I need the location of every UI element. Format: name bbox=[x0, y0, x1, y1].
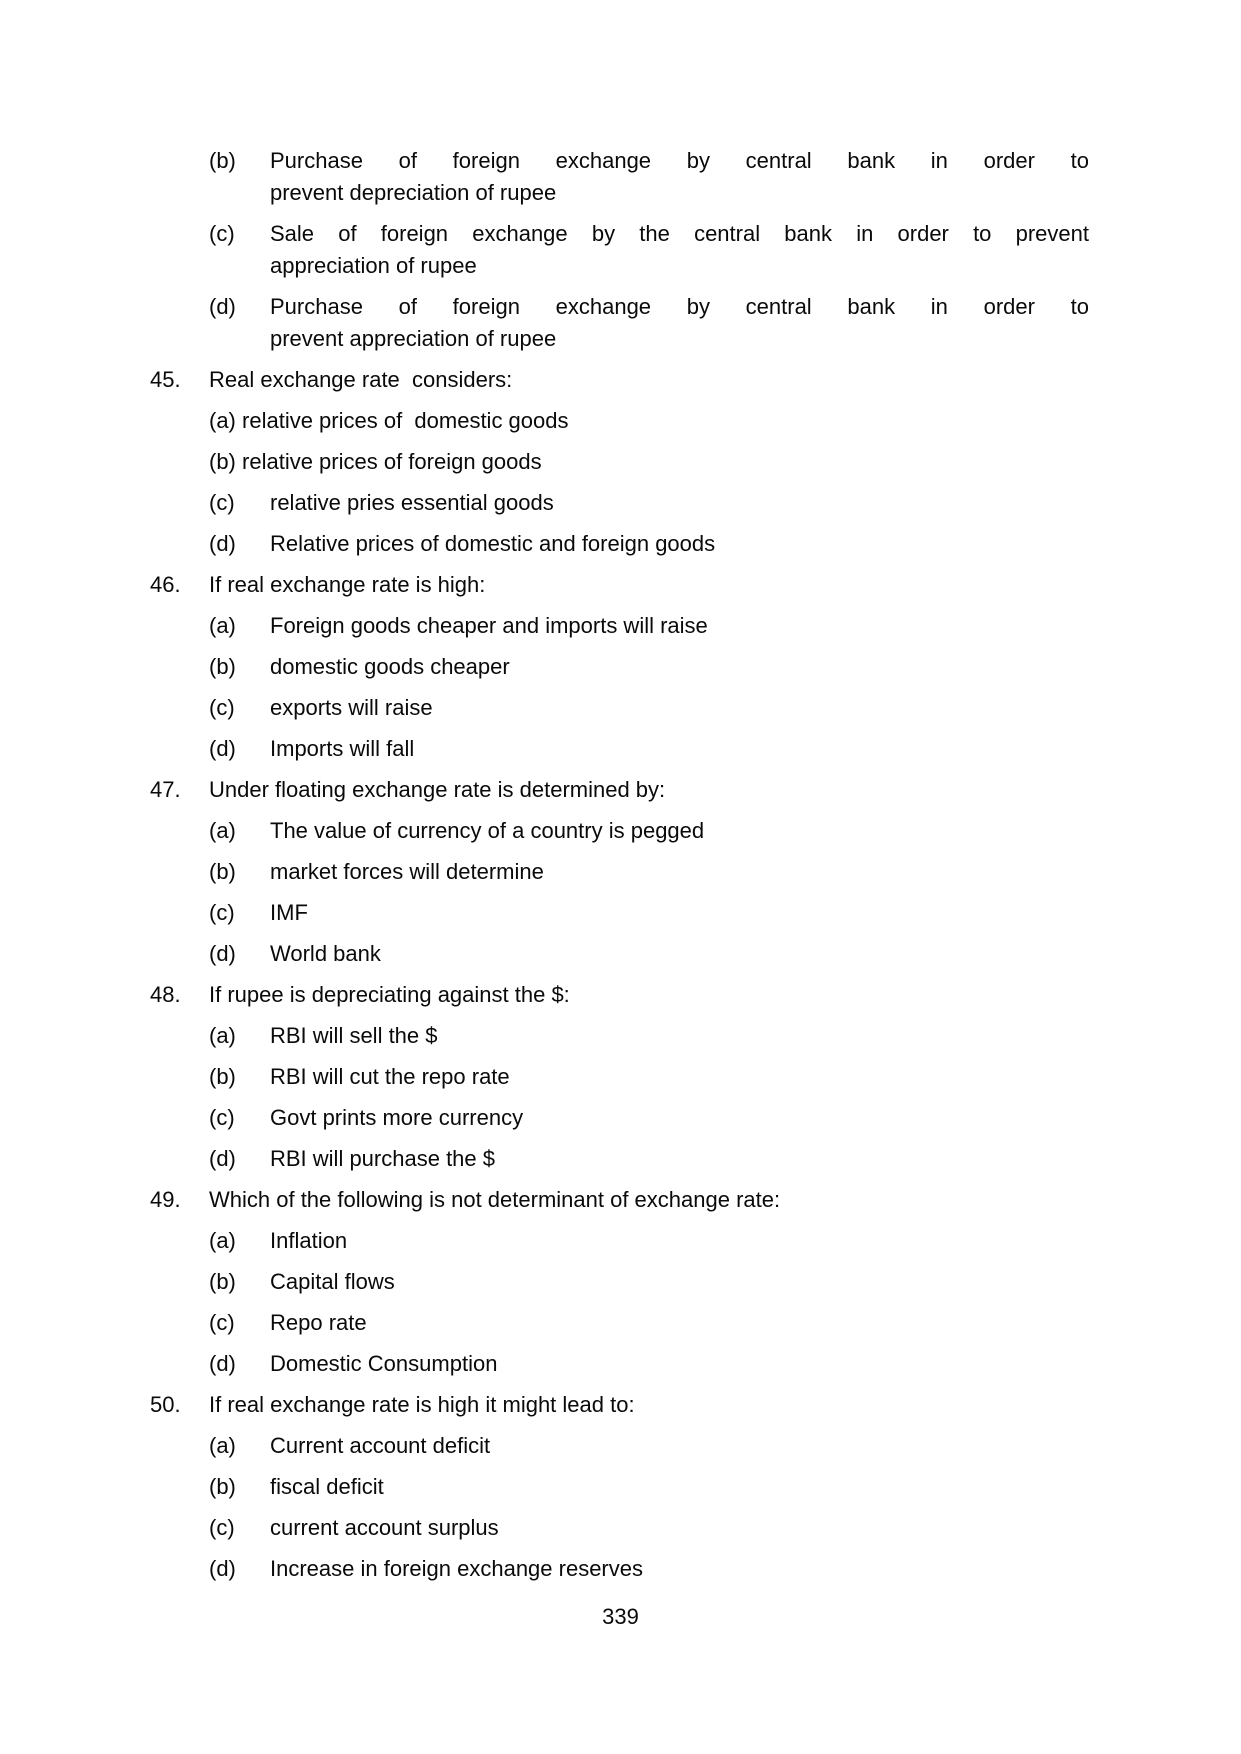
option-line: The value of currency of a country is pegged bbox=[270, 818, 705, 843]
option-row bbox=[209, 610, 1241, 642]
option-row bbox=[209, 1225, 1241, 1257]
option-line: Foreign goods cheaper and imports will raise bbox=[270, 613, 708, 638]
question-row bbox=[150, 774, 1241, 806]
question-row bbox=[150, 364, 1241, 396]
option-label: (c) bbox=[209, 695, 235, 720]
option-label: (a) bbox=[209, 1228, 236, 1253]
option-row bbox=[209, 733, 1241, 765]
question-number: 49. bbox=[150, 1187, 181, 1212]
option-text bbox=[270, 1553, 1089, 1585]
option-label: (b) bbox=[209, 1269, 236, 1294]
option-text bbox=[270, 1430, 1089, 1462]
option-label: (c) bbox=[209, 1105, 235, 1130]
question-number: 45. bbox=[150, 367, 181, 392]
option-label: (b) bbox=[209, 148, 236, 173]
option-text bbox=[270, 1512, 1089, 1544]
option-line: IMF bbox=[270, 900, 308, 925]
option-text bbox=[270, 651, 1089, 683]
option-text bbox=[270, 1348, 1089, 1380]
option-line: Purchase of foreign exchange by central bank in order to bbox=[270, 294, 1089, 319]
option-line: Sale of foreign exchange by the central bank in order to prevent bbox=[270, 221, 1089, 246]
option-label: (c) bbox=[209, 1310, 235, 1335]
question-stem: If real exchange rate is high: bbox=[209, 572, 486, 597]
question-stem: Under floating exchange rate is determined by: bbox=[209, 777, 666, 802]
option-row bbox=[209, 651, 1241, 683]
option-line: appreciation of rupee bbox=[270, 253, 477, 278]
option-row bbox=[209, 1430, 1241, 1462]
option-text bbox=[270, 1471, 1089, 1503]
option-row bbox=[209, 897, 1241, 929]
option-row bbox=[209, 218, 1241, 282]
option-line: fiscal deficit bbox=[270, 1474, 384, 1499]
option-text bbox=[270, 1307, 1089, 1339]
option-row bbox=[209, 405, 1241, 437]
option-label: (b) bbox=[209, 1064, 236, 1089]
option-text: relative prices of domestic goods bbox=[242, 408, 569, 433]
option-label: (d) bbox=[209, 1146, 236, 1171]
option-label: (d) bbox=[209, 531, 236, 556]
option-label: (a) bbox=[209, 818, 236, 843]
option-row bbox=[209, 1512, 1241, 1544]
option-text bbox=[270, 1020, 1089, 1052]
question-row bbox=[150, 1389, 1241, 1421]
option-line: Purchase of foreign exchange by central bank in order to bbox=[270, 148, 1089, 173]
option-row bbox=[209, 1061, 1241, 1093]
option-text bbox=[270, 1061, 1089, 1093]
option-label: (c) bbox=[209, 221, 235, 246]
option-text bbox=[270, 528, 1089, 560]
option-label: (d) bbox=[209, 1351, 236, 1376]
option-row bbox=[209, 1020, 1241, 1052]
option-row bbox=[209, 1553, 1241, 1585]
question-number: 48. bbox=[150, 982, 181, 1007]
option-row bbox=[209, 1471, 1241, 1503]
option-line: World bank bbox=[270, 941, 381, 966]
option-text bbox=[270, 145, 1089, 209]
option-row bbox=[209, 856, 1241, 888]
question-row bbox=[150, 569, 1241, 601]
option-label: (b) bbox=[209, 654, 236, 679]
option-row bbox=[209, 1102, 1241, 1134]
question-stem: Which of the following is not determinant of exchange rate: bbox=[209, 1187, 781, 1212]
question-number: 46. bbox=[150, 572, 181, 597]
question-row bbox=[150, 1184, 1241, 1216]
option-label: (d) bbox=[209, 1556, 236, 1581]
option-text: relative prices of foreign goods bbox=[242, 449, 542, 474]
option-row bbox=[209, 528, 1241, 560]
option-label: (d) bbox=[209, 736, 236, 761]
option-text bbox=[270, 487, 1089, 519]
option-label: (a) bbox=[209, 408, 236, 433]
option-text bbox=[270, 938, 1089, 970]
option-line: RBI will sell the $ bbox=[270, 1023, 438, 1048]
option-text bbox=[270, 815, 1089, 847]
option-line: Capital flows bbox=[270, 1269, 395, 1294]
option-text bbox=[270, 1225, 1089, 1257]
question-stem: Real exchange rate considers: bbox=[209, 367, 513, 392]
option-text bbox=[270, 856, 1089, 888]
option-row bbox=[209, 692, 1241, 724]
option-label: (c) bbox=[209, 1515, 235, 1540]
option-line: prevent appreciation of rupee bbox=[270, 326, 557, 351]
option-line: current account surplus bbox=[270, 1515, 499, 1540]
option-line: prevent depreciation of rupee bbox=[270, 180, 557, 205]
option-text bbox=[270, 733, 1089, 765]
option-row bbox=[209, 291, 1241, 355]
option-line: RBI will cut the repo rate bbox=[270, 1064, 510, 1089]
option-line: Repo rate bbox=[270, 1310, 367, 1335]
option-label: (b) bbox=[209, 449, 236, 474]
option-line: Relative prices of domestic and foreign goods bbox=[270, 531, 716, 556]
option-row bbox=[209, 1266, 1241, 1298]
option-text bbox=[270, 1102, 1089, 1134]
option-text bbox=[270, 692, 1089, 724]
question-number: 47. bbox=[150, 777, 181, 802]
option-text bbox=[270, 897, 1089, 929]
page-number: 339 bbox=[602, 1604, 639, 1629]
option-label: (d) bbox=[209, 941, 236, 966]
option-line: Increase in foreign exchange reserves bbox=[270, 1556, 643, 1581]
option-row bbox=[209, 938, 1241, 970]
option-row bbox=[209, 446, 1241, 478]
option-line: market forces will determine bbox=[270, 859, 544, 884]
option-line: Govt prints more currency bbox=[270, 1105, 524, 1130]
option-row bbox=[209, 487, 1241, 519]
option-label: (a) bbox=[209, 1023, 236, 1048]
option-text bbox=[270, 610, 1089, 642]
option-line: domestic goods cheaper bbox=[270, 654, 510, 679]
question-number: 50. bbox=[150, 1392, 181, 1417]
option-label: (c) bbox=[209, 900, 235, 925]
option-line: Domestic Consumption bbox=[270, 1351, 498, 1376]
option-row bbox=[209, 1348, 1241, 1380]
option-line: Imports will fall bbox=[270, 736, 415, 761]
option-text bbox=[270, 218, 1089, 282]
option-text bbox=[270, 1266, 1089, 1298]
option-label: (a) bbox=[209, 1433, 236, 1458]
option-line: Inflation bbox=[270, 1228, 348, 1253]
option-row bbox=[209, 815, 1241, 847]
option-label: (d) bbox=[209, 294, 236, 319]
option-row bbox=[209, 145, 1241, 209]
option-row bbox=[209, 1307, 1241, 1339]
option-line: relative pries essential goods bbox=[270, 490, 554, 515]
option-label: (c) bbox=[209, 490, 235, 515]
question-stem: If real exchange rate is high it might lead to: bbox=[209, 1392, 635, 1417]
option-label: (a) bbox=[209, 613, 236, 638]
option-row bbox=[209, 1143, 1241, 1175]
option-text bbox=[270, 1143, 1089, 1175]
question-stem: If rupee is depreciating against the $: bbox=[209, 982, 570, 1007]
option-line: exports will raise bbox=[270, 695, 433, 720]
option-label: (b) bbox=[209, 859, 236, 884]
option-label: (b) bbox=[209, 1474, 236, 1499]
question-row bbox=[150, 979, 1241, 1011]
option-text bbox=[270, 291, 1089, 355]
option-line: Current account deficit bbox=[270, 1433, 491, 1458]
option-line: RBI will purchase the $ bbox=[270, 1146, 495, 1171]
